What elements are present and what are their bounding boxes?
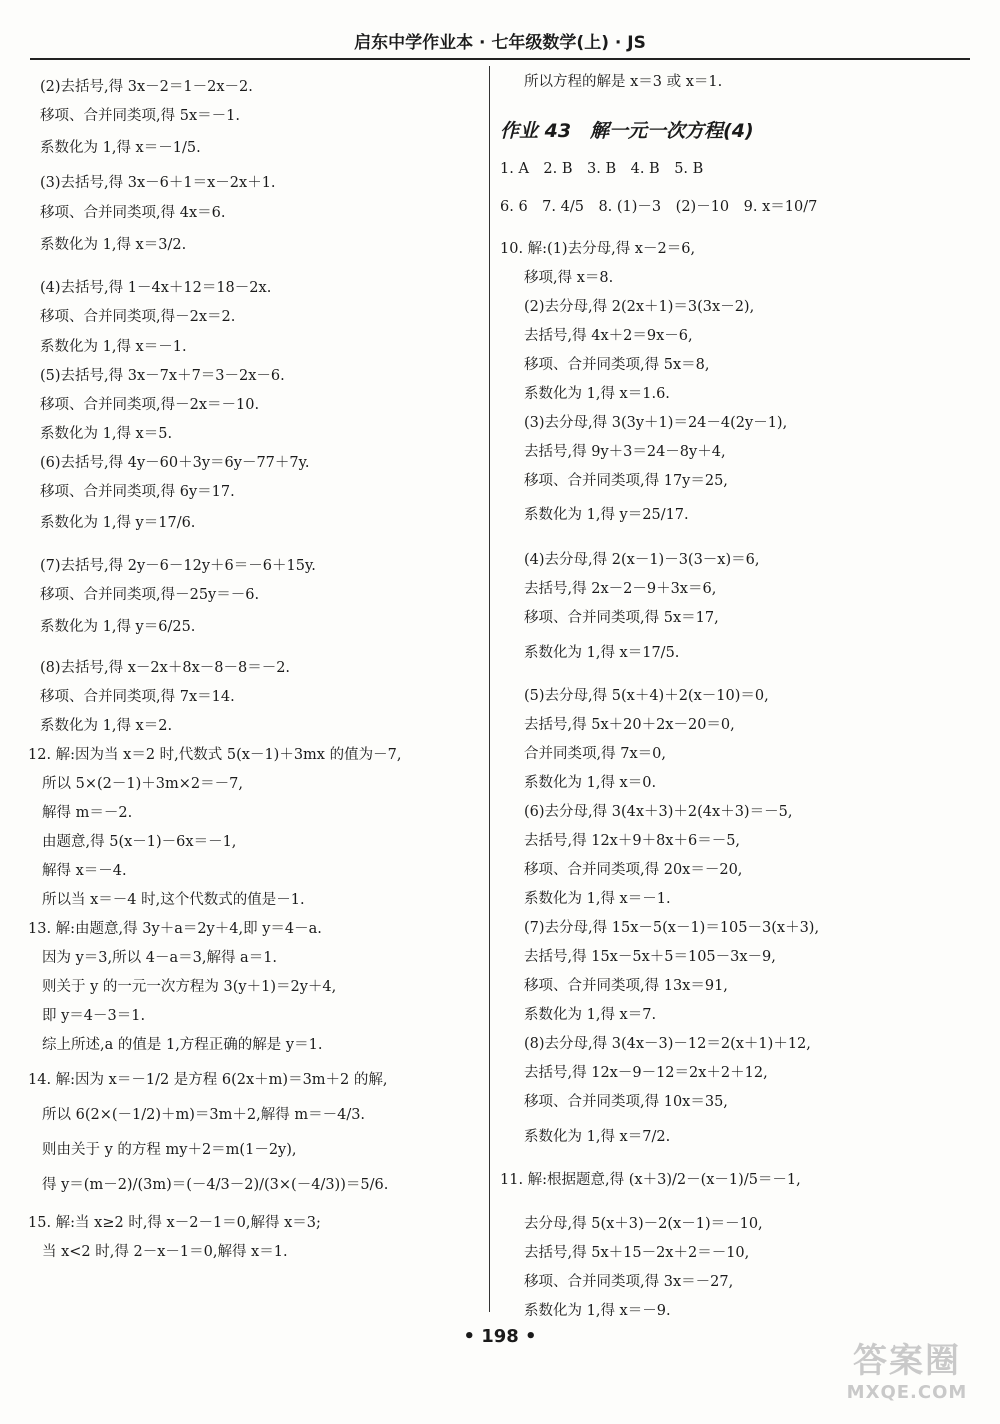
text-line: 系数化为 1,得 x＝－9. <box>524 1303 671 1319</box>
text-line: 系数化为 1,得 x＝2. <box>40 718 173 734</box>
section-title: 作业 43 解一元一次方程(4) <box>500 120 754 142</box>
text-line: 6. 6 7. 4/5 8. (1)－3 (2)－10 9. x＝10/7 <box>500 199 818 215</box>
text-line: 即 y＝4－3＝1. <box>42 1008 146 1024</box>
text-line: 当 x<2 时,得 2－x－1＝0,解得 x＝1. <box>42 1244 288 1260</box>
text-line: (5)去括号,得 3x－7x＋7＝3－2x－6. <box>40 368 285 384</box>
text-line: 系数化为 1,得 x＝5. <box>40 426 173 442</box>
text-line: 移项、合并同类项,得 5x＝－1. <box>40 108 240 124</box>
text-line: 去括号,得 15x－5x＋5＝105－3x－9, <box>524 949 776 965</box>
text-line: 所以方程的解是 x＝3 或 x＝1. <box>524 74 723 90</box>
text-line: 合并同类项,得 7x＝0, <box>524 746 666 762</box>
watermark-text-en: MXQE.COM <box>846 1382 968 1403</box>
text-line: 移项、合并同类项,得 20x＝－20, <box>524 862 743 878</box>
text-line: 12. 解:因为当 x＝2 时,代数式 5(x－1)＋3mx 的值为－7, <box>28 747 402 763</box>
text-line: 系数化为 1,得 x＝－1. <box>40 339 187 355</box>
text-line: (2)去括号,得 3x－2＝1－2x－2. <box>40 79 253 95</box>
text-line: 则由关于 y 的方程 my＋2＝m(1－2y), <box>42 1142 297 1158</box>
text-line: 系数化为 1,得 x＝3/2. <box>40 237 187 253</box>
text-line: 去括号,得 12x－9－12＝2x＋2＋12, <box>524 1065 768 1081</box>
text-line: 由题意,得 5(x－1)－6x＝－1, <box>42 834 237 850</box>
text-line: (5)去分母,得 5(x＋4)＋2(x－10)＝0, <box>524 688 769 704</box>
text-line: 移项、合并同类项,得－25y＝－6. <box>40 587 260 603</box>
text-line: (3)去分母,得 3(3y＋1)＝24－4(2y－1), <box>524 415 788 431</box>
page-header: 启东中学作业本 · 七年级数学(上) · JS <box>354 33 646 53</box>
text-line: 去分母,得 5(x＋3)－2(x－1)＝－10, <box>524 1216 763 1232</box>
text-line: (6)去分母,得 3(4x＋3)＋2(4x＋3)＝－5, <box>524 804 793 820</box>
text-line: 综上所述,a 的值是 1,方程正确的解是 y＝1. <box>42 1037 323 1053</box>
text-line: 移项、合并同类项,得 7x＝14. <box>40 689 235 705</box>
page-number: • 198 • <box>463 1326 537 1347</box>
text-line: 去括号,得 2x－2－9＋3x＝6, <box>524 581 717 597</box>
text-line: 系数化为 1,得 y＝6/25. <box>40 619 196 635</box>
text-line: (4)去括号,得 1－4x＋12＝18－2x. <box>40 280 272 296</box>
text-line: 去括号,得 12x＋9＋8x＋6＝－5, <box>524 833 741 849</box>
text-line: 系数化为 1,得 x＝7. <box>524 1007 657 1023</box>
text-line: (8)去分母,得 3(4x－3)－12＝2(x＋1)＋12, <box>524 1036 811 1052</box>
text-line: 去括号,得 4x＋2＝9x－6, <box>524 328 693 344</box>
text-line: (3)去括号,得 3x－6＋1＝x－2x＋1. <box>40 175 276 191</box>
text-line: 10. 解:(1)去分母,得 x－2＝6, <box>500 241 696 257</box>
header-rule <box>30 58 970 60</box>
text-line: 移项、合并同类项,得 5x＝8, <box>524 357 710 373</box>
text-line: (6)去括号,得 4y－60＋3y＝6y－77＋7y. <box>40 455 310 471</box>
text-line: 11. 解:根据题意,得 (x＋3)/2－(x－1)/5＝－1, <box>500 1172 801 1188</box>
text-line: 移项、合并同类项,得 3x＝－27, <box>524 1274 734 1290</box>
text-line: 移项、合并同类项,得－2x＝2. <box>40 309 236 325</box>
text-line: 15. 解:当 x≥2 时,得 x－2－1＝0,解得 x＝3; <box>28 1215 321 1231</box>
text-line: 移项、合并同类项,得－2x＝－10. <box>40 397 260 413</box>
text-line: 移项,得 x＝8. <box>524 270 614 286</box>
text-line: 系数化为 1,得 x＝－1. <box>524 891 671 907</box>
text-line: 移项、合并同类项,得 17y＝25, <box>524 473 728 489</box>
text-line: 所以当 x＝－4 时,这个代数式的值是－1. <box>42 892 305 908</box>
text-line: 系数化为 1,得 x＝0. <box>524 775 657 791</box>
text-line: 系数化为 1,得 x＝1.6. <box>524 386 670 402</box>
text-line: 13. 解:由题意,得 3y＋a＝2y＋4,即 y＝4－a. <box>28 921 322 937</box>
text-line: (2)去分母,得 2(2x＋1)＝3(3x－2), <box>524 299 755 315</box>
text-line: (7)去括号,得 2y－6－12y＋6＝－6＋15y. <box>40 558 316 574</box>
text-line: 去括号,得 5x＋20＋2x－20＝0, <box>524 717 735 733</box>
text-line: 系数化为 1,得 x＝－1/5. <box>40 140 201 156</box>
column-divider <box>489 66 490 1312</box>
text-line: 系数化为 1,得 x＝7/2. <box>524 1129 671 1145</box>
text-line: 去括号,得 9y＋3＝24－8y＋4, <box>524 444 726 460</box>
text-line: 移项、合并同类项,得 6y＝17. <box>40 484 235 500</box>
watermark-text-cn: 答案圈 <box>853 1341 961 1381</box>
text-line: 系数化为 1,得 x＝17/5. <box>524 645 680 661</box>
text-line: 解得 x＝－4. <box>42 863 127 879</box>
text-line: 1. A 2. B 3. B 4. B 5. B <box>500 161 704 177</box>
text-line: 所以 6(2×(－1/2)＋m)＝3m＋2,解得 m＝－4/3. <box>42 1107 366 1123</box>
text-line: 去括号,得 5x＋15－2x＋2＝－10, <box>524 1245 750 1261</box>
text-line: 移项、合并同类项,得 10x＝35, <box>524 1094 728 1110</box>
watermark-logo <box>832 1340 982 1410</box>
text-line: (8)去括号,得 x－2x＋8x－8－8＝－2. <box>40 660 291 676</box>
text-line: 则关于 y 的一元一次方程为 3(y＋1)＝2y＋4, <box>42 979 337 995</box>
text-line: 移项、合并同类项,得 5x＝17, <box>524 610 719 626</box>
text-line: 得 y＝(m－2)/(3m)＝(－4/3－2)/(3×(－4/3))＝5/6. <box>42 1177 389 1193</box>
text-line: 系数化为 1,得 y＝25/17. <box>524 507 689 523</box>
text-line: (7)去分母,得 15x－5(x－1)＝105－3(x＋3), <box>524 920 820 936</box>
text-line: 解得 m＝－2. <box>42 805 133 821</box>
text-line: 14. 解:因为 x＝－1/2 是方程 6(2x＋m)＝3m＋2 的解, <box>28 1072 388 1088</box>
text-line: 所以 5×(2－1)＋3m×2＝－7, <box>42 776 243 792</box>
text-line: (4)去分母,得 2(x－1)－3(3－x)＝6, <box>524 552 760 568</box>
text-line: 系数化为 1,得 y＝17/6. <box>40 515 196 531</box>
text-line: 移项、合并同类项,得 4x＝6. <box>40 205 226 221</box>
text-line: 移项、合并同类项,得 13x＝91, <box>524 978 728 994</box>
text-line: 因为 y＝3,所以 4－a＝3,解得 a＝1. <box>42 950 278 966</box>
